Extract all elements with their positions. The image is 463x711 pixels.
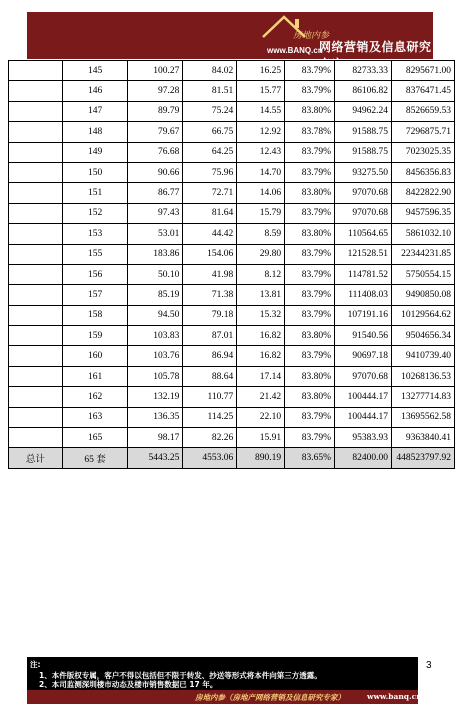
table-cell: 110.77: [183, 387, 237, 407]
table-cell: 10268136.53: [391, 366, 454, 386]
table-cell: 82400.00: [335, 448, 392, 468]
table-cell: 114781.52: [335, 264, 392, 284]
table-cell: 5861032.10: [391, 224, 454, 244]
table-row: [9, 224, 455, 244]
table-cell: 8526659.53: [391, 101, 454, 121]
table-cell: [9, 305, 63, 325]
table-cell: 103.83: [128, 326, 183, 346]
table-cell: 9363840.41: [391, 428, 454, 448]
table-cell: 100.27: [128, 61, 183, 81]
table-cell: 97.43: [128, 203, 183, 223]
table-row: [9, 407, 455, 427]
table-cell: [9, 264, 63, 284]
table-row: [9, 162, 455, 182]
table-cell: [9, 61, 63, 81]
table-cell: [9, 203, 63, 223]
table-cell: 9490850.08: [391, 285, 454, 305]
table-cell: 83.79%: [285, 61, 335, 81]
table-cell: [9, 101, 63, 121]
table-cell: 44.42: [183, 224, 237, 244]
table-cell: [9, 81, 63, 101]
table-row: [9, 122, 455, 142]
table-cell: 29.80: [237, 244, 285, 264]
table-cell: 97070.68: [335, 366, 392, 386]
table-cell: 17.14: [237, 366, 285, 386]
table-cell: 12.43: [237, 142, 285, 162]
table-cell: 14.70: [237, 162, 285, 182]
table-cell: 110564.65: [335, 224, 392, 244]
table-row: [9, 326, 455, 346]
table-cell: 79.18: [183, 305, 237, 325]
table-cell: 83.79%: [285, 162, 335, 182]
table-cell: 8456356.83: [391, 162, 454, 182]
table-cell: 72.71: [183, 183, 237, 203]
table-cell: 83.79%: [285, 81, 335, 101]
table-cell: 4553.06: [183, 448, 237, 468]
table-cell: 7296875.71: [391, 122, 454, 142]
table-cell: 86.77: [128, 183, 183, 203]
table-cell: 105.78: [128, 366, 183, 386]
table-total-row: [9, 448, 455, 468]
footer-brand-text: 房地内参（房地产网络营销及信息研究专家）: [195, 693, 345, 702]
table-cell: 97.28: [128, 81, 183, 101]
table-cell: 64.25: [183, 142, 237, 162]
table-cell: 83.78%: [285, 122, 335, 142]
table-cell: 83.79%: [285, 203, 335, 223]
table-cell: 121528.51: [335, 244, 392, 264]
table-row: [9, 183, 455, 203]
table-cell: 76.68: [128, 142, 183, 162]
table-cell: 114.25: [183, 407, 237, 427]
table-cell: 8422822.90: [391, 183, 454, 203]
table-cell: 9504656.34: [391, 326, 454, 346]
table-cell: 87.01: [183, 326, 237, 346]
table-cell: 8.59: [237, 224, 285, 244]
note-title: 注:: [30, 660, 41, 669]
table-body: [9, 61, 455, 469]
table-cell: [9, 224, 63, 244]
table-cell: 152: [62, 203, 128, 223]
table-row: [9, 428, 455, 448]
table-cell: 103.76: [128, 346, 183, 366]
table-cell: 132.19: [128, 387, 183, 407]
table-cell: 91588.75: [335, 122, 392, 142]
table-cell: 156: [62, 264, 128, 284]
table-cell: 148: [62, 122, 128, 142]
table-cell: 151: [62, 183, 128, 203]
table-cell: 14.06: [237, 183, 285, 203]
table-cell: 总计: [9, 448, 63, 468]
footer-bar: [27, 690, 422, 704]
table-cell: [9, 366, 63, 386]
table-cell: 16.82: [237, 346, 285, 366]
table-cell: 183.86: [128, 244, 183, 264]
table-cell: 107191.16: [335, 305, 392, 325]
table-cell: 97070.68: [335, 203, 392, 223]
table-row: [9, 101, 455, 121]
table-cell: 150: [62, 162, 128, 182]
table-cell: 83.80%: [285, 366, 335, 386]
table-cell: [9, 244, 63, 264]
table-cell: 91540.56: [335, 326, 392, 346]
table-cell: 83.80%: [285, 387, 335, 407]
table-cell: [9, 387, 63, 407]
logo-text: 房地内参: [293, 30, 330, 40]
table-cell: 13.81: [237, 285, 285, 305]
table-cell: 83.65%: [285, 448, 335, 468]
table-cell: 83.79%: [285, 407, 335, 427]
table-cell: 21.42: [237, 387, 285, 407]
table-row: [9, 244, 455, 264]
table-cell: 8376471.45: [391, 81, 454, 101]
table-row: [9, 285, 455, 305]
table-cell: 83.80%: [285, 326, 335, 346]
table-cell: 15.91: [237, 428, 285, 448]
logo-url: www.BANQ.cn: [267, 46, 323, 55]
table-cell: 97070.68: [335, 183, 392, 203]
table-cell: [9, 122, 63, 142]
table-cell: 100444.17: [335, 387, 392, 407]
note-monitoring: 2、本司监测深圳楼市动态及楼市销售数据已 17 年。: [39, 680, 218, 689]
table-cell: 146: [62, 81, 128, 101]
table-cell: 165: [62, 428, 128, 448]
table-cell: 94962.24: [335, 101, 392, 121]
table-cell: 81.51: [183, 81, 237, 101]
table-cell: 83.80%: [285, 224, 335, 244]
table-cell: [9, 407, 63, 427]
table-cell: 890.19: [237, 448, 285, 468]
page-number: 3: [426, 660, 432, 671]
table-cell: 91588.75: [335, 142, 392, 162]
table-cell: 157: [62, 285, 128, 305]
table-cell: 66.75: [183, 122, 237, 142]
table-cell: 8.12: [237, 264, 285, 284]
table-cell: 15.32: [237, 305, 285, 325]
table-cell: 81.64: [183, 203, 237, 223]
table-row: [9, 203, 455, 223]
table-cell: 89.79: [128, 101, 183, 121]
table-cell: 95383.93: [335, 428, 392, 448]
table-cell: 84.02: [183, 61, 237, 81]
table-cell: 83.79%: [285, 244, 335, 264]
table-row: [9, 61, 455, 81]
table-cell: 15.77: [237, 81, 285, 101]
table-cell: 22344231.85: [391, 244, 454, 264]
table-cell: [9, 346, 63, 366]
table-cell: 65 套: [62, 448, 128, 468]
table-cell: 83.79%: [285, 285, 335, 305]
table-cell: 161: [62, 366, 128, 386]
table-cell: 13277714.83: [391, 387, 454, 407]
table-cell: 86.94: [183, 346, 237, 366]
table-cell: 147: [62, 101, 128, 121]
table-cell: 98.17: [128, 428, 183, 448]
table-cell: 83.79%: [285, 428, 335, 448]
table-cell: 83.79%: [285, 142, 335, 162]
table-cell: 86106.82: [335, 81, 392, 101]
table-cell: 83.80%: [285, 101, 335, 121]
table-cell: 83.80%: [285, 183, 335, 203]
table-cell: 111408.03: [335, 285, 392, 305]
table-cell: 83.79%: [285, 305, 335, 325]
table-cell: 50.10: [128, 264, 183, 284]
footer-url-link[interactable]: www.banq.cn: [367, 692, 422, 701]
table-cell: [9, 183, 63, 203]
note-copyright: 1、本件版权专属，客户不得以包括但不限于转发、抄送等形式将本件向第三方透露。: [39, 671, 322, 680]
table-cell: 145: [62, 61, 128, 81]
table-cell: 5443.25: [128, 448, 183, 468]
table-cell: [9, 162, 63, 182]
table-cell: 75.96: [183, 162, 237, 182]
table-row: [9, 366, 455, 386]
table-cell: 93275.50: [335, 162, 392, 182]
table-cell: 159: [62, 326, 128, 346]
table-cell: 154.06: [183, 244, 237, 264]
table-cell: [9, 428, 63, 448]
table-cell: 82733.33: [335, 61, 392, 81]
table-cell: [9, 142, 63, 162]
table-cell: 448523797.92: [391, 448, 454, 468]
table-cell: 9457596.35: [391, 203, 454, 223]
table-row: [9, 142, 455, 162]
table-cell: 75.24: [183, 101, 237, 121]
table-cell: 10129564.62: [391, 305, 454, 325]
table-cell: 14.55: [237, 101, 285, 121]
table-cell: 15.79: [237, 203, 285, 223]
table-cell: 16.25: [237, 61, 285, 81]
table-cell: 85.19: [128, 285, 183, 305]
table-cell: 153: [62, 224, 128, 244]
table-cell: 71.38: [183, 285, 237, 305]
table-cell: 163: [62, 407, 128, 427]
table-cell: 53.01: [128, 224, 183, 244]
table-cell: 12.92: [237, 122, 285, 142]
table-cell: 83.79%: [285, 346, 335, 366]
sales-data-table: [8, 60, 455, 469]
table-cell: 5750554.15: [391, 264, 454, 284]
table-cell: 94.50: [128, 305, 183, 325]
header-slogan: 网络营销及信息研究专家: [319, 40, 432, 71]
table-cell: 149: [62, 142, 128, 162]
table-cell: 136.35: [128, 407, 183, 427]
table-cell: 160: [62, 346, 128, 366]
table-cell: 162: [62, 387, 128, 407]
table-cell: 83.79%: [285, 264, 335, 284]
table-cell: 79.67: [128, 122, 183, 142]
table-row: [9, 81, 455, 101]
table-cell: 41.98: [183, 264, 237, 284]
table-cell: 22.10: [237, 407, 285, 427]
table-cell: 100444.17: [335, 407, 392, 427]
table-row: [9, 305, 455, 325]
table-cell: 90.66: [128, 162, 183, 182]
table-cell: 8295671.00: [391, 61, 454, 81]
table-cell: 9410739.40: [391, 346, 454, 366]
table-row: [9, 264, 455, 284]
table-cell: 88.64: [183, 366, 237, 386]
table-cell: 158: [62, 305, 128, 325]
table-cell: [9, 285, 63, 305]
table-cell: 16.82: [237, 326, 285, 346]
table-row: [9, 346, 455, 366]
table-cell: [9, 326, 63, 346]
table-cell: 90697.18: [335, 346, 392, 366]
table-cell: 7023025.35: [391, 142, 454, 162]
table-row: [9, 387, 455, 407]
table-cell: 82.26: [183, 428, 237, 448]
table-cell: 13695562.58: [391, 407, 454, 427]
table-cell: 155: [62, 244, 128, 264]
footer-notes: [27, 657, 418, 690]
